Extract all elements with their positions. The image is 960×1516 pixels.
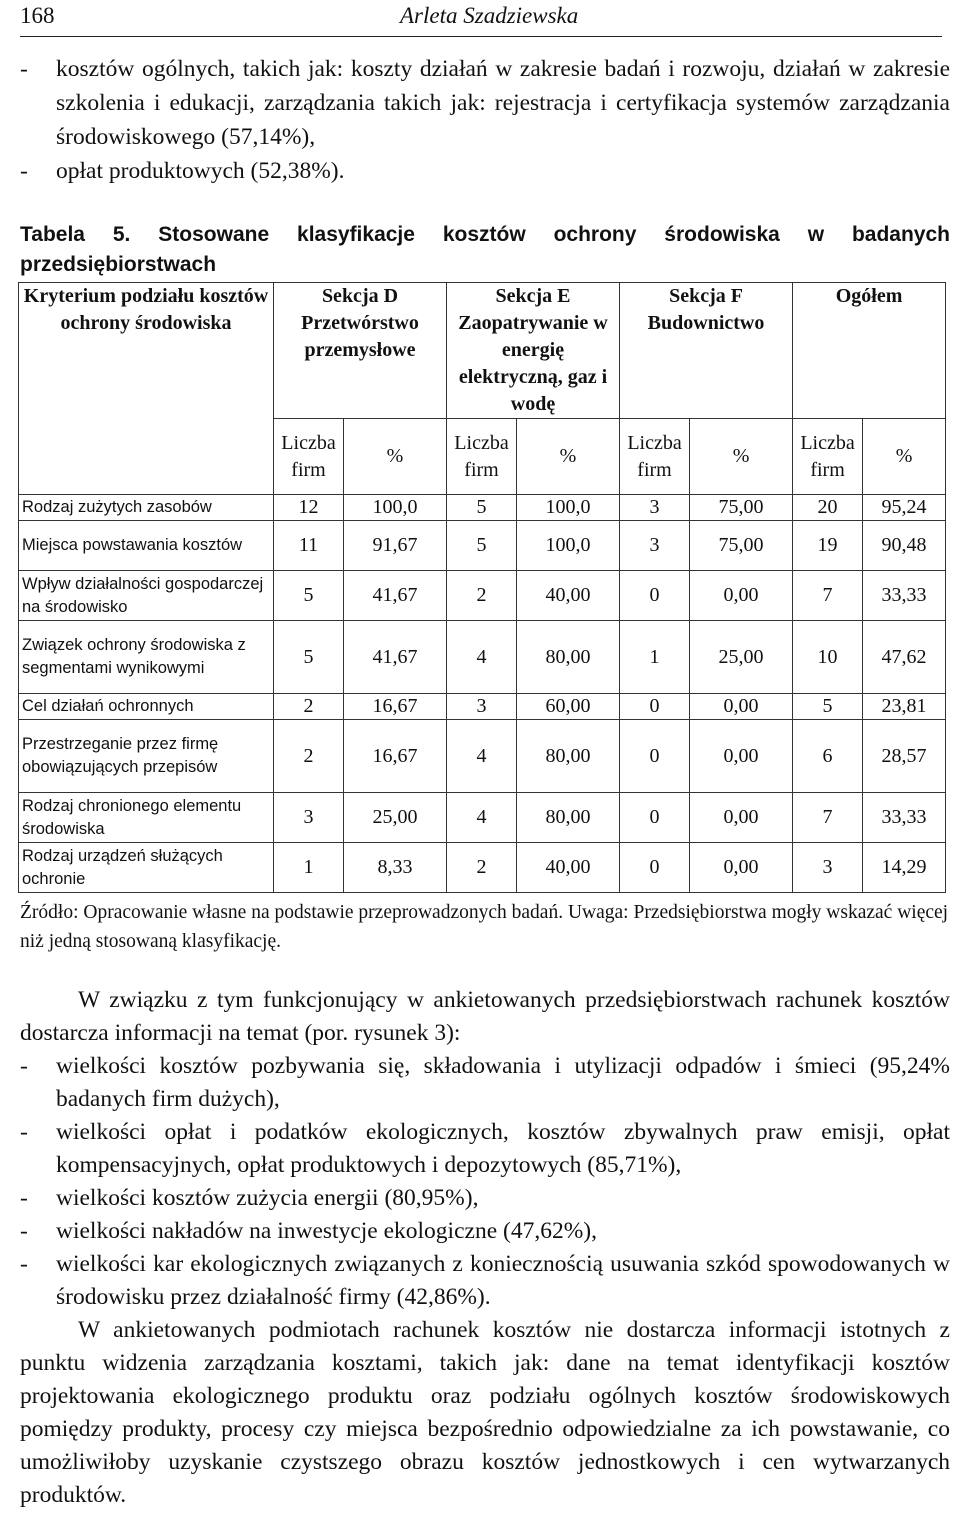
table-cell: 0 xyxy=(620,694,690,720)
table-cell: 11 xyxy=(274,521,344,571)
table-cell: 5 xyxy=(447,521,517,571)
table-cell: 16,67 xyxy=(344,694,447,720)
table-source-note: Źródło: Opracowanie własne na podstawie przeprowadzonych badań. Uwaga: Przedsiębiorstwa mogły wskazać więcej niż jedną stosowaną klasyfikację. xyxy=(20,902,949,952)
row-label: Rodzaj zużytych zasobów xyxy=(19,495,274,521)
table-row xyxy=(19,793,946,843)
header-total: Ogółem xyxy=(793,283,946,419)
table-caption: Tabela 5. Stosowane klasyfikacje kosztów ochrony środowiska w badanych przedsiębiorstwach xyxy=(20,223,950,276)
table-cell: 8,33 xyxy=(344,843,447,893)
table-cell: 100,0 xyxy=(344,495,447,521)
cost-info-bullet-list xyxy=(20,1050,950,1314)
table-cell: 7 xyxy=(793,571,863,621)
table-cell: 41,67 xyxy=(344,621,447,694)
table-cell: 1 xyxy=(274,843,344,893)
table-cell: 5 xyxy=(274,621,344,694)
table-cell: 91,67 xyxy=(344,521,447,571)
table-cell: 80,00 xyxy=(517,720,620,793)
subheader-pct: % xyxy=(863,419,946,495)
row-label: Miejsca powstawania kosztów xyxy=(19,521,274,571)
table-cell: 3 xyxy=(620,521,690,571)
list-item: - wielkości kosztów pozbywania się, składowania i utylizacji odpadów i śmieci (95,24% badanych firm dużych), xyxy=(20,1053,950,1112)
table-cell: 3 xyxy=(793,843,863,893)
table-cell: 4 xyxy=(447,621,517,694)
table-cell: 0 xyxy=(620,571,690,621)
row-label: Przestrzeganie przez firmę obowiązujących przepisów xyxy=(19,720,274,793)
list-item: - opłat produktowych (52,38%). xyxy=(20,158,345,184)
table-cell: 4 xyxy=(447,793,517,843)
table-cell: 0 xyxy=(620,843,690,893)
table-cell: 1 xyxy=(620,621,690,694)
table-cell: 75,00 xyxy=(690,521,793,571)
cost-classification-table xyxy=(18,282,946,893)
table-cell: 0,00 xyxy=(690,571,793,621)
row-label: Związek ochrony środowiska z segmentami wynikowymi xyxy=(19,621,274,694)
list-item: - wielkości opłat i podatków ekologicznych, kosztów zbywalnych praw emisji, opłat kompensacyjnych, opłat produktowych i depozytowych (85,71%), xyxy=(20,1119,950,1178)
table-cell: 6 xyxy=(793,720,863,793)
table-cell: 75,00 xyxy=(690,495,793,521)
table-row xyxy=(19,720,946,793)
subheader-count: Liczba firm xyxy=(793,419,863,495)
table-cell: 2 xyxy=(274,694,344,720)
table-cell: 95,24 xyxy=(863,495,946,521)
table-cell: 0,00 xyxy=(690,694,793,720)
table-cell: 16,67 xyxy=(344,720,447,793)
list-item: - wielkości kosztów zużycia energii (80,95%), xyxy=(20,1185,479,1211)
table-cell: 0,00 xyxy=(690,793,793,843)
subheader-pct: % xyxy=(344,419,447,495)
table-row xyxy=(19,843,946,893)
table-cell: 90,48 xyxy=(863,521,946,571)
table-cell: 0 xyxy=(620,793,690,843)
table-cell: 0,00 xyxy=(690,720,793,793)
subheader-pct: % xyxy=(690,419,793,495)
table-cell: 3 xyxy=(274,793,344,843)
table-cell: 40,00 xyxy=(517,843,620,893)
table-cell: 5 xyxy=(447,495,517,521)
table-cell: 19 xyxy=(793,521,863,571)
table-cell: 25,00 xyxy=(690,621,793,694)
paragraph: W związku z tym funkcjonujący w ankietowanych przedsiębiorstwach rachunek kosztów dostarcza informacji na temat (por. rysunek 3): xyxy=(20,987,950,1046)
table-cell: 80,00 xyxy=(517,793,620,843)
table-cell: 41,67 xyxy=(344,571,447,621)
table-cell: 2 xyxy=(274,720,344,793)
subheader-count: Liczba firm xyxy=(620,419,690,495)
row-label: Rodzaj chronionego elementu środowiska xyxy=(19,793,274,843)
table-cell: 47,62 xyxy=(863,621,946,694)
list-item: - wielkości kar ekologicznych związanych z koniecznością usuwania szkód spowodowanych w środowisku przez działalność firmy (42,86%). xyxy=(20,1251,950,1310)
table-cell: 14,29 xyxy=(863,843,946,893)
table-cell: 40,00 xyxy=(517,571,620,621)
table-cell: 100,0 xyxy=(517,495,620,521)
row-label: Wpływ działalności gospodarczej na środowisko xyxy=(19,571,274,621)
table-cell: 25,00 xyxy=(344,793,447,843)
table-cell: 33,33 xyxy=(863,571,946,621)
table-cell: 5 xyxy=(274,571,344,621)
table-cell: 10 xyxy=(793,621,863,694)
paragraph: W ankietowanych podmiotach rachunek kosztów nie dostarcza informacji istotnych z punktu widzenia zarządzania kosztami, takich jak: dane na temat identyfikacji kosztów projektowania ekologicznego produktu oraz podziału ogólnych kosztów środowiskowych pomiędzy produkty, procesy czy miejsca bezpośrednio odpowiedzialne za ich powstawanie, co umożliwiłoby uzyskanie czystszego obrazu kosztów jednostkowych i cen wytwarzanych produktów. xyxy=(20,1317,950,1508)
table-cell: 28,57 xyxy=(863,720,946,793)
table-row xyxy=(19,621,946,694)
list-item: - kosztów ogólnych, takich jak: koszty działań w zakresie badań i rozwoju, działań w zakresie szkolenia i edukacji, zarządzania takich jak: rejestracja i certyfikacja systemów zarządzania środowiskowego (57,14%), xyxy=(20,56,950,150)
list-item: - wielkości nakładów na inwestycje ekologiczne (47,62%), xyxy=(20,1218,597,1244)
table-row xyxy=(19,495,946,521)
subheader-pct: % xyxy=(517,419,620,495)
header-section-e: Sekcja E Zaopatrywanie w energię elektryczną, gaz i wodę xyxy=(447,283,620,419)
table-cell: 33,33 xyxy=(863,793,946,843)
table-cell: 3 xyxy=(447,694,517,720)
table-cell: 0,00 xyxy=(690,843,793,893)
header-section-f: Sekcja F Budownictwo xyxy=(620,283,793,419)
page-header xyxy=(20,0,942,37)
intro-bullet-list xyxy=(20,52,950,188)
table-cell: 4 xyxy=(447,720,517,793)
header-criterion: Kryterium podziału kosztów ochrony środowiska xyxy=(19,283,274,495)
table-cell: 20 xyxy=(793,495,863,521)
table-cell: 3 xyxy=(620,495,690,521)
table-row xyxy=(19,571,946,621)
table-row xyxy=(19,521,946,571)
table-cell: 12 xyxy=(274,495,344,521)
table-cell: 2 xyxy=(447,843,517,893)
table-cell: 2 xyxy=(447,571,517,621)
table-cell: 7 xyxy=(793,793,863,843)
subheader-count: Liczba firm xyxy=(274,419,344,495)
row-label: Rodzaj urządzeń służących ochronie xyxy=(19,843,274,893)
body-text xyxy=(20,984,950,1512)
subheader-count: Liczba firm xyxy=(447,419,517,495)
row-label: Cel działań ochronnych xyxy=(19,694,274,720)
page-number: 168 xyxy=(20,3,55,28)
table-cell: 5 xyxy=(793,694,863,720)
running-head: Arleta Szadziewska xyxy=(400,3,579,28)
table-cell: 0 xyxy=(620,720,690,793)
table-cell: 80,00 xyxy=(517,621,620,694)
table-cell: 23,81 xyxy=(863,694,946,720)
table-row xyxy=(19,694,946,720)
header-section-d: Sekcja D Przetwórstwo przemysłowe xyxy=(274,283,447,419)
table-cell: 60,00 xyxy=(517,694,620,720)
table-cell: 100,0 xyxy=(517,521,620,571)
